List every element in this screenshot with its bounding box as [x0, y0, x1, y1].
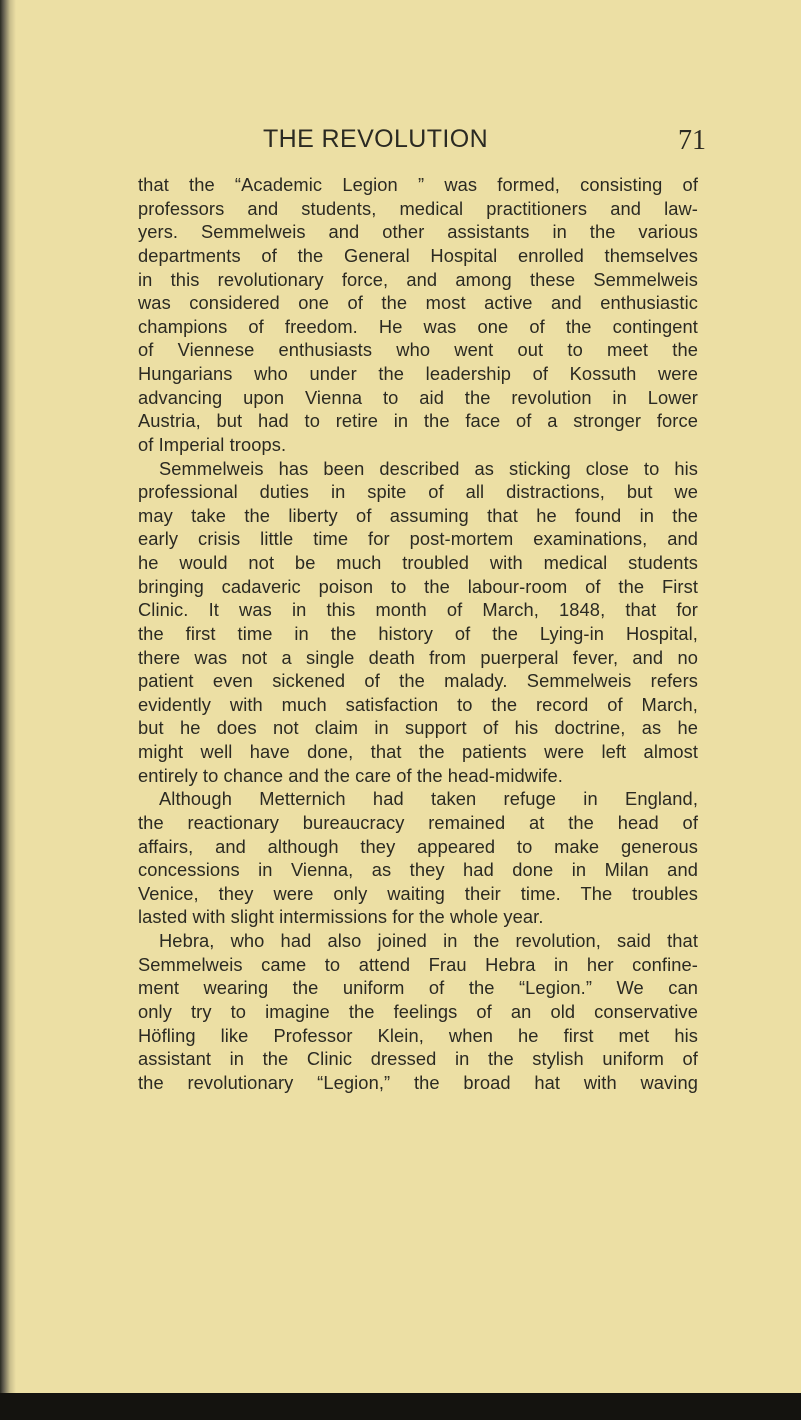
page-header	[0, 124, 801, 158]
text-line: in this revolutionary force, and among these Semmelweis	[138, 268, 698, 290]
text-line: affairs, and although they appeared to make generous	[138, 835, 698, 857]
text-line: Semmelweis has been described as sticking close to his	[159, 457, 698, 479]
body-text	[138, 173, 698, 1094]
text-line: early crisis little time for post-mortem examinations, and	[138, 528, 698, 550]
text-line: patient even sickened of the malady. Semmelweis refers	[138, 670, 698, 692]
text-line: Venice, they were only waiting their time. The troubles	[138, 882, 698, 904]
text-line: professional duties in spite of all distractions, but we	[138, 481, 698, 503]
text-line: bringing cadaveric poison to the labour-room of the First	[138, 575, 698, 597]
text-line: only try to imagine the feelings of an old conservative	[138, 1000, 698, 1022]
text-line: assistant in the Clinic dressed in the stylish uniform of	[138, 1048, 698, 1070]
text-line: lasted with slight intermissions for the whole year.	[138, 906, 544, 928]
text-line: Hungarians who under the leadership of Kossuth were	[138, 363, 698, 384]
text-line: of Imperial troops.	[138, 433, 287, 455]
text-line: may take the liberty of assuming that he found in the	[138, 504, 698, 526]
text-line: was considered one of the most active and enthusiastic	[138, 292, 698, 314]
text-line: might well have done, that the patients were left almost	[138, 741, 698, 762]
text-line: concessions in Vienna, as they had done in Milan and	[138, 859, 698, 881]
text-line: Clinic. It was in this month of March, 1848, that for	[138, 599, 698, 621]
text-line: evidently with much satisfaction to the record of March,	[138, 693, 698, 715]
text-line: entirely to chance and the care of the head-midwife.	[138, 764, 563, 786]
text-line: Although Metternich had taken refuge in England,	[159, 788, 698, 810]
running-title: THE REVOLUTION	[263, 125, 489, 153]
text-line: Semmelweis came to attend Frau Hebra in her confine-	[138, 953, 698, 975]
text-line: departments of the General Hospital enrolled themselves	[138, 244, 698, 266]
text-line: ment wearing the uniform of the “Legion.” We can	[138, 977, 698, 999]
text-line: yers. Semmelweis and other assistants in the various	[138, 221, 698, 243]
text-line: the first time in the history of the Lying-in Hospital,	[138, 622, 698, 644]
text-line: professors and students, medical practitioners and law-	[138, 197, 698, 219]
page-number: 71	[678, 125, 706, 156]
text-line: Austria, but had to retire in the face of a stronger force	[138, 410, 698, 432]
text-line: the revolutionary “Legion,” the broad hat with waving	[138, 1071, 698, 1093]
text-line: the reactionary bureaucracy remained at the head of	[138, 811, 698, 833]
text-line: but he does not claim in support of his doctrine, as he	[138, 717, 698, 739]
text-line: he would not be much troubled with medical students	[138, 552, 698, 573]
text-line: advancing upon Vienna to aid the revolution in Lower	[138, 386, 698, 408]
text-line: of Viennese enthusiasts who went out to meet the	[138, 339, 698, 361]
scan-bottom-edge	[0, 1393, 801, 1420]
page-edge-shadow	[0, 0, 16, 1420]
text-line: there was not a single death from puerperal fever, and no	[138, 646, 698, 668]
text-line: champions of freedom. He was one of the contingent	[138, 315, 698, 337]
text-line: Höfling like Professor Klein, when he first met his	[138, 1024, 698, 1046]
text-line: Hebra, who had also joined in the revolution, said that	[159, 930, 698, 951]
text-line: that the “Academic Legion ” was formed, consisting of	[138, 174, 698, 195]
